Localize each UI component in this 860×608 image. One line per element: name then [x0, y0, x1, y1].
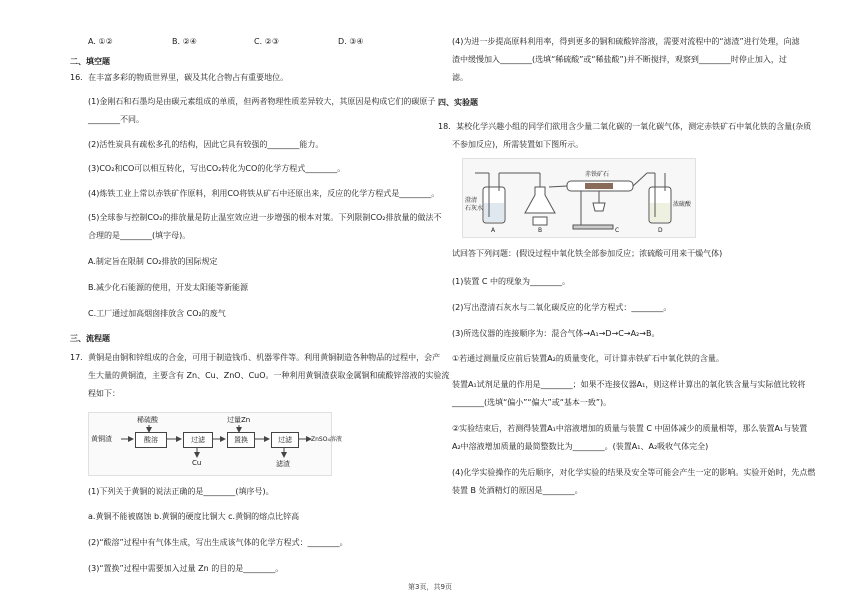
flow-step-filter2: 过滤	[271, 432, 299, 448]
q15-option-c: C. ②③	[254, 37, 280, 46]
figure-label-limewater-bottom: 石灰水	[465, 205, 484, 212]
flow-product-label: ZnSO₄溶液	[311, 436, 342, 443]
q18-intro: 试回答下列问题：(假设过程中氧化铁全部参加反应；浓硫酸可用来干燥气体)	[452, 249, 723, 258]
q17-part3: (3)“置换”过程中需要加入过量 Zn 的目的是________。	[88, 564, 284, 573]
flow-step-replace: 置换	[227, 432, 255, 448]
q17-flow-diagram	[88, 412, 342, 476]
figure-label-ore: 赤铁矿石	[585, 171, 610, 178]
q18-apparatus-figure	[462, 158, 696, 238]
q17-stem-line2: 生大量的黄铜渣，主要含有 Zn、Cu、ZnO、CuO。一种利用黄铜渣获取金属铜和硫酸锌溶液的实验流	[88, 371, 450, 380]
page-footer: 第3页，共9页	[408, 583, 452, 591]
flow-step-dissolve: 酸溶	[135, 432, 167, 448]
q18-stem-line1: 18．某校化学兴趣小组的同学们欲用含少量二氧化碳的一氧化碳气体，测定赤铁矿石中氧化铁的含量(杂质	[438, 122, 812, 131]
q17-stem-line3: 程如下：	[88, 389, 120, 398]
flow-step-filter1: 过滤	[183, 432, 213, 448]
q17-part1-options: a.黄铜不能被腐蚀 b.黄铜的硬度比铜大 c.黄铜的熔点比锌高	[88, 512, 300, 521]
q16-part5-line2: 合理的是________(填字母)。	[88, 231, 191, 240]
q16-part4: (4)炼铁工业上常以赤铁矿作原料，利用CO将铁从矿石中还原出来，反应的化学方程式是________。	[88, 189, 440, 198]
section-heading-experiment: 四、实验题	[438, 98, 478, 107]
section-heading-fill: 二、填空题	[70, 57, 110, 66]
q15-option-d: D. ③④	[338, 37, 364, 46]
flow-acid-label: 稀硫酸	[137, 416, 158, 424]
flow-residue-label: 滤渣	[276, 460, 290, 468]
q17-stem-line1: 17．黄铜是由铜和锌组成的合金，可用于制造钱币、机器零件等。利用黄铜制造各种物品的过程中，会产	[70, 353, 441, 362]
figure-label-C: C	[615, 227, 620, 234]
q18-part4-line1: (4)化学实验操作的先后顺序，对化学实验的结果及安全等可能会产生一定的影响。实验开始时，先点燃	[452, 468, 816, 477]
q18-part3-sub2-line1: ②实验结束后，若测得装置A₁中溶液增加的质量与装置 C 中固体减少的质量相等，那么装置A₁与装置	[452, 424, 808, 433]
q17-part4-line2: 渣中缓慢加入________(选填“稀硫酸”或“稀盐酸”)并不断搅拌，观察到________时停止加入，过	[452, 55, 787, 64]
q18-part2: (2)写出澄清石灰水与二氧化碳反应的化学方程式：________。	[452, 303, 672, 312]
figure-label-acid: 浓硫酸	[673, 201, 692, 208]
q17-part2: (2)“酸溶”过程中有气体生成，写出生成该气体的化学方程式：________。	[88, 538, 348, 547]
q16-part5-line1: (5)全球参与控制CO₂的排放量是防止温室效应进一步增强的根本对策。下列限制CO₂排放量的做法不	[88, 213, 442, 222]
q18-part3: (3)所选仪器的连接顺序为：混合气体→A₁→D→C→A₂→B。	[452, 329, 660, 338]
q17-part4-line1: (4)为进一步提高原料利用率，得到更多的铜和硫酸锌溶液，需要对流程中的“滤渣”进行处理，向滤	[452, 37, 800, 46]
figure-label-B: B	[538, 227, 543, 234]
figure-label-A: A	[491, 227, 496, 234]
flow-input-label: 黄铜渣	[91, 435, 112, 443]
q18-part4-line2: 装置 B 处酒精灯的原因是________。	[452, 486, 583, 495]
q16-part1-line2: ________不同。	[88, 115, 144, 124]
q17-part4-line3: 滤。	[452, 73, 468, 82]
q15-option-b: B. ②④	[172, 37, 197, 46]
q16-part2: (2)活性炭具有疏松多孔的结构，因此它具有较强的________能力。	[88, 140, 324, 149]
q18-part1: (1)装置 C 中的现象为________。	[452, 277, 571, 286]
figure-label-D: D	[658, 227, 663, 234]
q16-option-a: A.制定旨在限制 CO₂排放的国际规定	[88, 257, 218, 266]
q16-option-c: C.工厂通过加高烟囱排放含 CO₂的废气	[88, 309, 226, 318]
q18-part3-sub1: ①若通过测量反应前后装置A₂的质量变化，可计算赤铁矿石中氧化铁的含量。	[452, 354, 724, 363]
q18-part3-sub1-line3: ________(选填“偏小”“偏大”或“基本一致”)。	[452, 398, 612, 407]
q15-option-a: A. ①②	[88, 37, 113, 46]
q16-stem: 16．在丰富多彩的物质世界里，碳及其化合物占有重要地位。	[70, 73, 289, 82]
q18-part3-sub2-line2: A₂中溶液增加质量的最简整数比为________。(装置A₁、A₂吸收气体完全)	[452, 442, 709, 451]
apparatus-drawing	[463, 159, 695, 237]
q16-part1-line1: (1)金刚石和石墨均是由碳元素组成的单质，但两者物理性质差异较大，其原因是构成它们的碳原子	[88, 97, 436, 106]
q18-part3-sub1-line2: 装置A₁试剂足量的作用是________；如果不连接仪器A₁，则这样计算出的氧化铁含量与实际值比较将	[452, 380, 806, 389]
q16-option-b: B.减少化石能源的使用，开发太阳能等新能源	[88, 283, 249, 292]
flow-cu-label: Cu	[192, 459, 202, 467]
q16-part3: (3)CO₂和CO可以相互转化，写出CO₂转化为CO的化学方程式________。	[88, 164, 346, 173]
flow-excess-zn-label: 过量Zn	[227, 416, 251, 424]
q18-stem-line2: 不参加反应)，所需装置如下图所示。	[452, 140, 584, 149]
section-heading-flow: 三、流程题	[70, 334, 110, 343]
figure-label-limewater-top: 澄清	[465, 197, 478, 204]
q17-part1: (1)下列关于黄铜的说法正确的是________(填序号)。	[88, 487, 274, 496]
